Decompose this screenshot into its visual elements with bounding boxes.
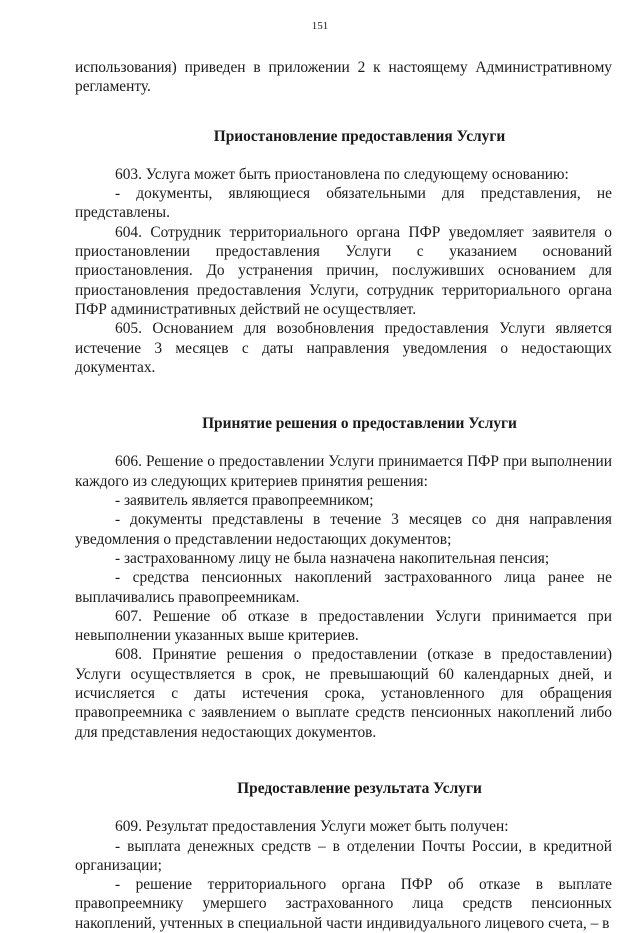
paragraph: 607. Решение об отказе в предоставлении Услуги принимается при невыполнении указанных выше критериев. (75, 607, 612, 645)
paragraph: 608. Принятие решения о предоставлении (отказе в предоставлении) Услуги осуществляется в срок, не превышающий 60 календарных дней, и исчисляется с даты истечения срока, установленного для обращения правопреемника с заявлением о выплате средств пенсионных накоплений либо для представления недостающих документов. (75, 646, 612, 741)
intro-paragraph: использования) приведен в приложении 2 к настоящему Административному регламенту. (75, 59, 612, 96)
section-heading: Принятие решения о предоставлении Услуги (202, 415, 517, 433)
section-heading: Предоставление результата Услуги (237, 779, 482, 797)
section-body (75, 165, 612, 377)
paragraph: - решение территориального органа ПФР об отказе в выплате правопреемнику умершего застрахованного лица средств пенсионных накоплений, учтенных в специальной части индивидуального лицевого счета, – в (75, 876, 612, 932)
section-heading: Приостановление предоставления Услуги (213, 127, 506, 145)
paragraph: 603. Услуга может быть приостановлена по следующему основанию: (115, 165, 569, 183)
paragraph: - документы, являющиеся обязательными для представления, не представлены. (75, 185, 612, 222)
paragraph: - выплата денежных средств – в отделении Почты России, в кредитной организации; (75, 837, 612, 874)
section-body (75, 817, 612, 933)
section-body (75, 452, 612, 741)
paragraph: 609. Результат предоставления Услуги может быть получен: (115, 818, 509, 836)
paragraph: 606. Решение о предоставлении Услуги принимается ПФР при выполнении каждого из следующих критериев принятия решения: (75, 453, 612, 490)
paragraph: 604. Сотрудник территориального органа ПФР уведомляет заявителя о приостановлении предоставления Услуги с указанием оснований приостановления. До устранения причин, послуживших основанием для приостановления предоставления Услуги, сотрудник территориального органа ПФР административных действий не осуществляет. (75, 223, 612, 318)
paragraph: - документы представлены в течение 3 месяцев со дня направления уведомления о представлении недостающих документов; (75, 511, 612, 548)
paragraph: 605. Основанием для возобновления предоставления Услуги является истечение 3 месяцев с даты направления уведомления о недостающих документах. (75, 320, 612, 376)
paragraph: - заявитель является правопреемником; (115, 492, 374, 510)
document-body (75, 58, 612, 933)
paragraph: - застрахованному лицу не была назначена накопительная пенсия; (115, 549, 550, 567)
page-number: 151 (311, 20, 329, 32)
paragraph: - средства пенсионных накоплений застрахованного лица ранее не выплачивались правопреемникам. (75, 569, 612, 606)
